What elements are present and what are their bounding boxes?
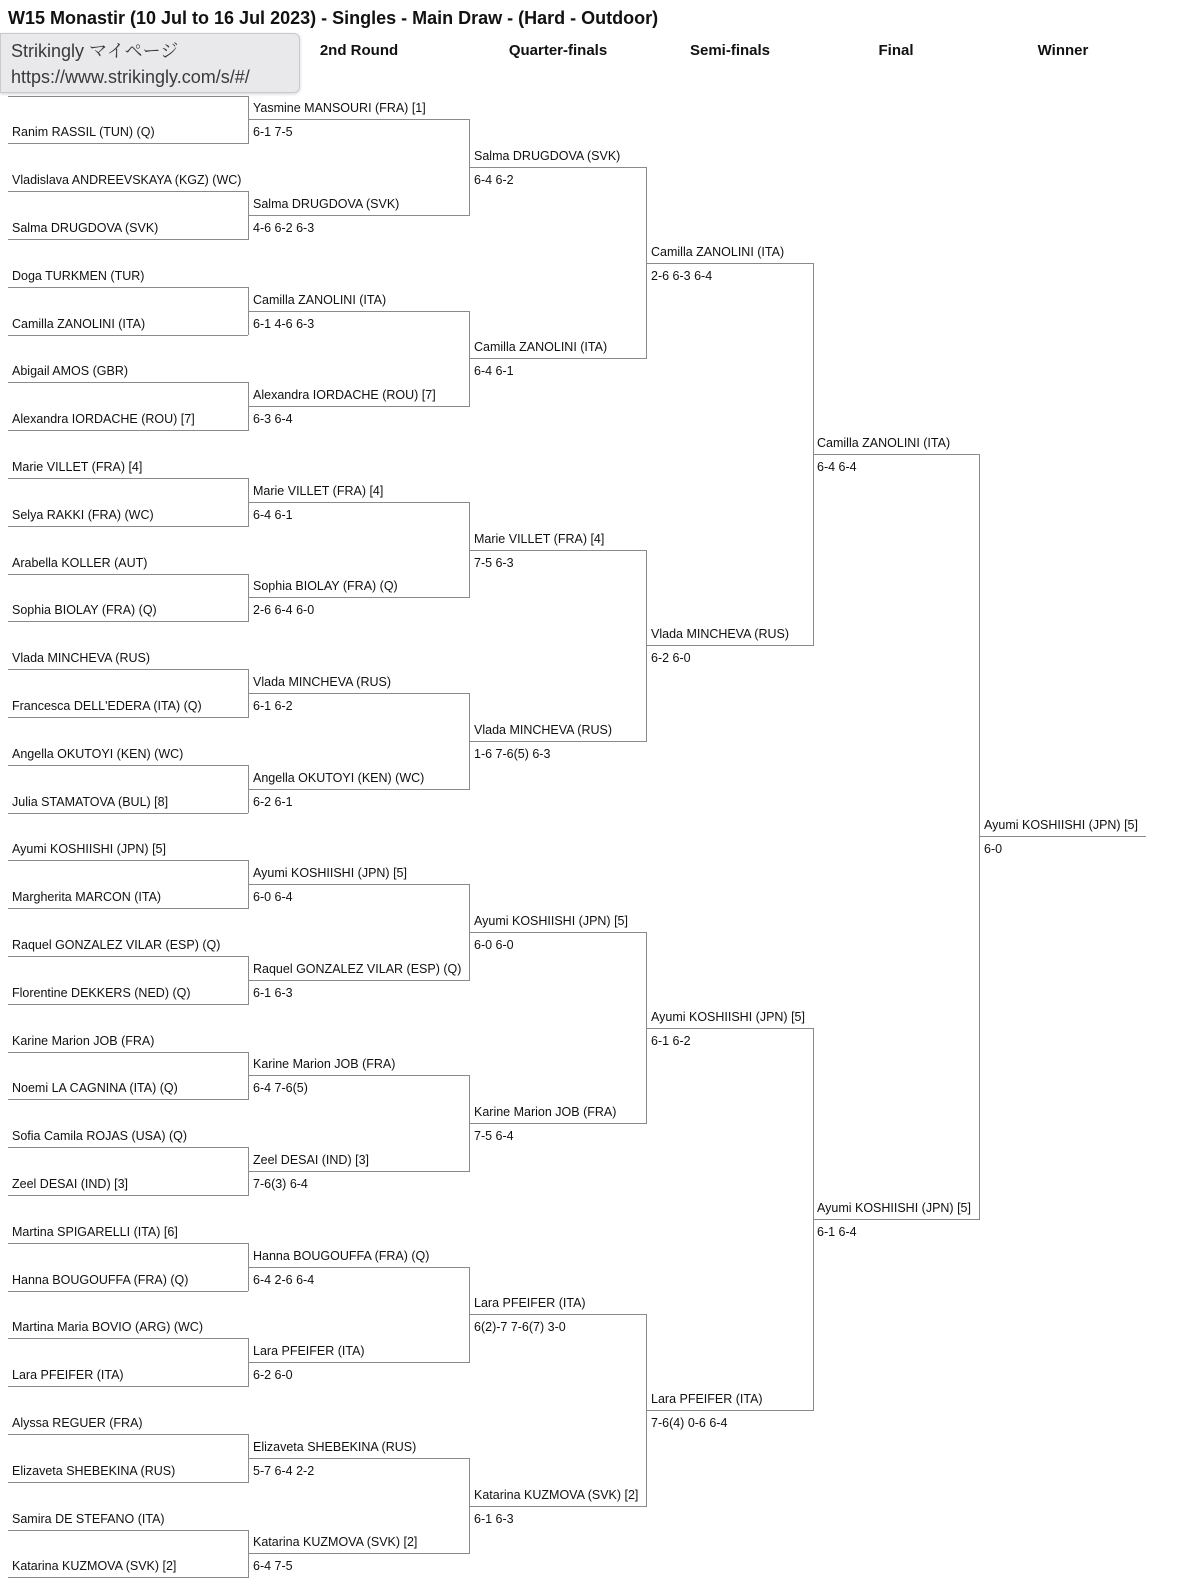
bracket-line [8,1434,248,1435]
round-header-semi-finals: Semi-finals [630,42,830,59]
match-score: 6-3 6-4 [253,412,293,426]
match-score: 6-4 7-6(5) [253,1081,308,1095]
bracket-line [8,335,248,336]
bracket-line [470,741,646,742]
bracket-line [470,167,646,168]
player-name: Marie VILLET (FRA) [4] [12,460,142,474]
bracket-line [249,119,469,120]
player-name: Camilla ZANOLINI (ITA) [474,340,607,354]
match-score: 6-0 [984,842,1002,856]
player-name: Lara PFEIFER (ITA) [474,1296,586,1310]
bracket-line [8,287,248,288]
player-name: Camilla ZANOLINI (ITA) [817,436,950,450]
match-score: 6-2 6-1 [253,795,293,809]
player-name: Katarina KUZMOVA (SVK) [2] [474,1488,638,1502]
bracket-line [8,1386,248,1387]
player-name: Katarina KUZMOVA (SVK) [2] [253,1535,417,1549]
bracket-line [249,980,469,981]
bracket-line [8,717,248,718]
bracket-line [8,1243,248,1244]
bracket-line [813,1219,979,1220]
player-name: Camilla ZANOLINI (ITA) [253,293,386,307]
player-name: Ayumi KOSHIISHI (JPN) [5] [984,818,1138,832]
bracket-line [8,1099,248,1100]
player-name: Marie VILLET (FRA) [4] [253,484,383,498]
bracket-line [249,1458,469,1459]
bracket-line [470,1123,646,1124]
bracket-line [8,813,248,814]
player-name: Hanna BOUGOUFFA (FRA) (Q) [12,1273,188,1287]
player-name: Camilla ZANOLINI (ITA) [651,245,784,259]
player-name: Martina Maria BOVIO (ARG) (WC) [12,1320,203,1334]
bracket-line [249,1075,469,1076]
player-name: Camilla ZANOLINI (ITA) [12,317,145,331]
bracket-line [8,765,248,766]
player-name: Vlada MINCHEVA (RUS) [651,627,789,641]
match-score: 6-1 6-3 [253,986,293,1000]
player-name: Raquel GONZALEZ VILAR (ESP) (Q) [12,938,220,952]
bracket-line [249,502,469,503]
player-name: Salma DRUGDOVA (SVK) [12,221,158,235]
match-score: 6-4 2-6 6-4 [253,1273,314,1287]
match-score: 7-5 6-4 [474,1129,514,1143]
bracket-line [8,956,248,957]
player-name: Doga TURKMEN (TUR) [12,269,144,283]
match-score: 2-6 6-4 6-0 [253,603,314,617]
bracket-line [8,526,248,527]
player-name: Ayumi KOSHIISHI (JPN) [5] [474,914,628,928]
player-name: Arabella KOLLER (AUT) [12,556,147,570]
player-name: Alexandra IORDACHE (ROU) [7] [12,412,195,426]
player-name: Angella OKUTOYI (KEN) (WC) [12,747,183,761]
player-name: Lara PFEIFER (ITA) [12,1368,124,1382]
match-score: 6-4 6-1 [253,508,293,522]
match-score: 5-7 6-4 2-2 [253,1464,314,1478]
player-name: Vladislava ANDREEVSKAYA (KGZ) (WC) [12,173,241,187]
bracket-line [8,860,248,861]
link-tooltip [0,33,300,93]
player-name: Karine Marion JOB (FRA) [12,1034,154,1048]
player-name: Vlada MINCHEVA (RUS) [12,651,150,665]
bracket-line [249,789,469,790]
bracket-line [249,1171,469,1172]
player-name: Vlada MINCHEVA (RUS) [474,723,612,737]
player-name: Samira DE STEFANO (ITA) [12,1512,165,1526]
bracket-line [8,191,248,192]
round-header-winner: Winner [963,42,1163,59]
bracket-line [249,215,469,216]
player-name: Vlada MINCHEVA (RUS) [253,675,391,689]
player-name: Elizaveta SHEBEKINA (RUS) [253,1440,416,1454]
round-header-quarter-finals: Quarter-finals [458,42,658,59]
match-score: 7-6(4) 0-6 6-4 [651,1416,727,1430]
match-score: 4-6 6-2 6-3 [253,221,314,235]
match-score: 6-1 6-4 [817,1225,857,1239]
bracket-line [8,1004,248,1005]
bracket-line [8,239,248,240]
match-score: 6-4 6-1 [474,364,514,378]
player-name: Julia STAMATOVA (BUL) [8] [12,795,168,809]
bracket-line [647,645,813,646]
bracket-line [249,311,469,312]
bracket-line [249,406,469,407]
player-name: Ranim RASSIL (TUN) (Q) [12,125,155,139]
bracket-line [249,1362,469,1363]
match-score: 7-5 6-3 [474,556,514,570]
match-score: 7-6(3) 6-4 [253,1177,308,1191]
player-name: Sofia Camila ROJAS (USA) (Q) [12,1129,187,1143]
bracket-line [8,908,248,909]
player-name: Salma DRUGDOVA (SVK) [253,197,399,211]
player-name: Salma DRUGDOVA (SVK) [474,149,620,163]
player-name: Zeel DESAI (IND) [3] [253,1153,369,1167]
bracket-line [249,1553,469,1554]
player-name: Hanna BOUGOUFFA (FRA) (Q) [253,1249,429,1263]
player-name: Francesca DELL'EDERA (ITA) (Q) [12,699,202,713]
bracket-line [470,550,646,551]
player-name: Alexandra IORDACHE (ROU) [7] [253,388,436,402]
tooltip-title: Strikingly マイページ [11,38,289,64]
match-score: 6-1 4-6 6-3 [253,317,314,331]
round-header-2nd-round: 2nd Round [259,42,459,59]
bracket-line [980,836,1146,837]
player-name: Katarina KUZMOVA (SVK) [2] [12,1559,176,1573]
player-name: Lara PFEIFER (ITA) [651,1392,763,1406]
match-score: 6-1 7-5 [253,125,293,139]
player-name: Ayumi KOSHIISHI (JPN) [5] [817,1201,971,1215]
player-name: Marie VILLET (FRA) [4] [474,532,604,546]
player-name: Sophia BIOLAY (FRA) (Q) [12,603,157,617]
player-name: Lara PFEIFER (ITA) [253,1344,365,1358]
match-score: 6-4 7-5 [253,1559,293,1573]
player-name: Sophia BIOLAY (FRA) (Q) [253,579,398,593]
player-name: Karine Marion JOB (FRA) [474,1105,616,1119]
player-name: Margherita MARCON (ITA) [12,890,161,904]
bracket-line [8,382,248,383]
bracket-line [647,1410,813,1411]
player-name: Selya RAKKI (FRA) (WC) [12,508,154,522]
match-score: 6-2 6-0 [253,1368,293,1382]
player-name: Zeel DESAI (IND) [3] [12,1177,128,1191]
match-score: 6(2)-7 7-6(7) 3-0 [474,1320,566,1334]
bracket-line [647,263,813,264]
player-name: Ayumi KOSHIISHI (JPN) [5] [253,866,407,880]
bracket-line [8,621,248,622]
match-score: 6-0 6-0 [474,938,514,952]
match-score: 1-6 7-6(5) 6-3 [474,747,550,761]
bracket-line [8,143,248,144]
bracket-line [8,430,248,431]
bracket-line [8,1052,248,1053]
bracket-line [8,1482,248,1483]
match-score: 6-1 6-2 [651,1034,691,1048]
bracket-line [470,1314,646,1315]
bracket-line [470,932,646,933]
match-score: 6-0 6-4 [253,890,293,904]
match-score: 6-4 6-2 [474,173,514,187]
tooltip-url: https://www.strikingly.com/s/#/ [11,64,289,90]
bracket-line [249,693,469,694]
player-name: Angella OKUTOYI (KEN) (WC) [253,771,424,785]
bracket-line [249,1267,469,1268]
bracket-line [8,1291,248,1292]
round-header-final: Final [796,42,996,59]
bracket-line [8,1147,248,1148]
player-name: Ayumi KOSHIISHI (JPN) [5] [12,842,166,856]
bracket-line [8,574,248,575]
match-score: 6-1 6-2 [253,699,293,713]
player-name: Abigail AMOS (GBR) [12,364,128,378]
bracket-line [8,478,248,479]
bracket-line [647,1028,813,1029]
player-name: Florentine DEKKERS (NED) (Q) [12,986,191,1000]
player-name: Alyssa REGUER (FRA) [12,1416,143,1430]
player-name: Ayumi KOSHIISHI (JPN) [5] [651,1010,805,1024]
match-score: 6-2 6-0 [651,651,691,665]
player-name: Raquel GONZALEZ VILAR (ESP) (Q) [253,962,461,976]
bracket-line [8,669,248,670]
bracket-line [470,358,646,359]
player-name: Noemi LA CAGNINA (ITA) (Q) [12,1081,178,1095]
match-score: 6-1 6-3 [474,1512,514,1526]
bracket-line [8,96,248,97]
bracket-line [470,1506,646,1507]
bracket-line [8,1530,248,1531]
bracket-line [249,597,469,598]
player-name: Martina SPIGARELLI (ITA) [6] [12,1225,178,1239]
player-name: Karine Marion JOB (FRA) [253,1057,395,1071]
bracket-line [249,884,469,885]
match-score: 2-6 6-3 6-4 [651,269,712,283]
bracket-line [8,1338,248,1339]
bracket-line [813,454,979,455]
player-name: Elizaveta SHEBEKINA (RUS) [12,1464,175,1478]
page-title: W15 Monastir (10 Jul to 16 Jul 2023) - Singles - Main Draw - (Hard - Outdoor) [8,8,658,29]
player-name: Yasmine MANSOURI (FRA) [1] [253,101,426,115]
match-score: 6-4 6-4 [817,460,857,474]
bracket-line [8,1195,248,1196]
